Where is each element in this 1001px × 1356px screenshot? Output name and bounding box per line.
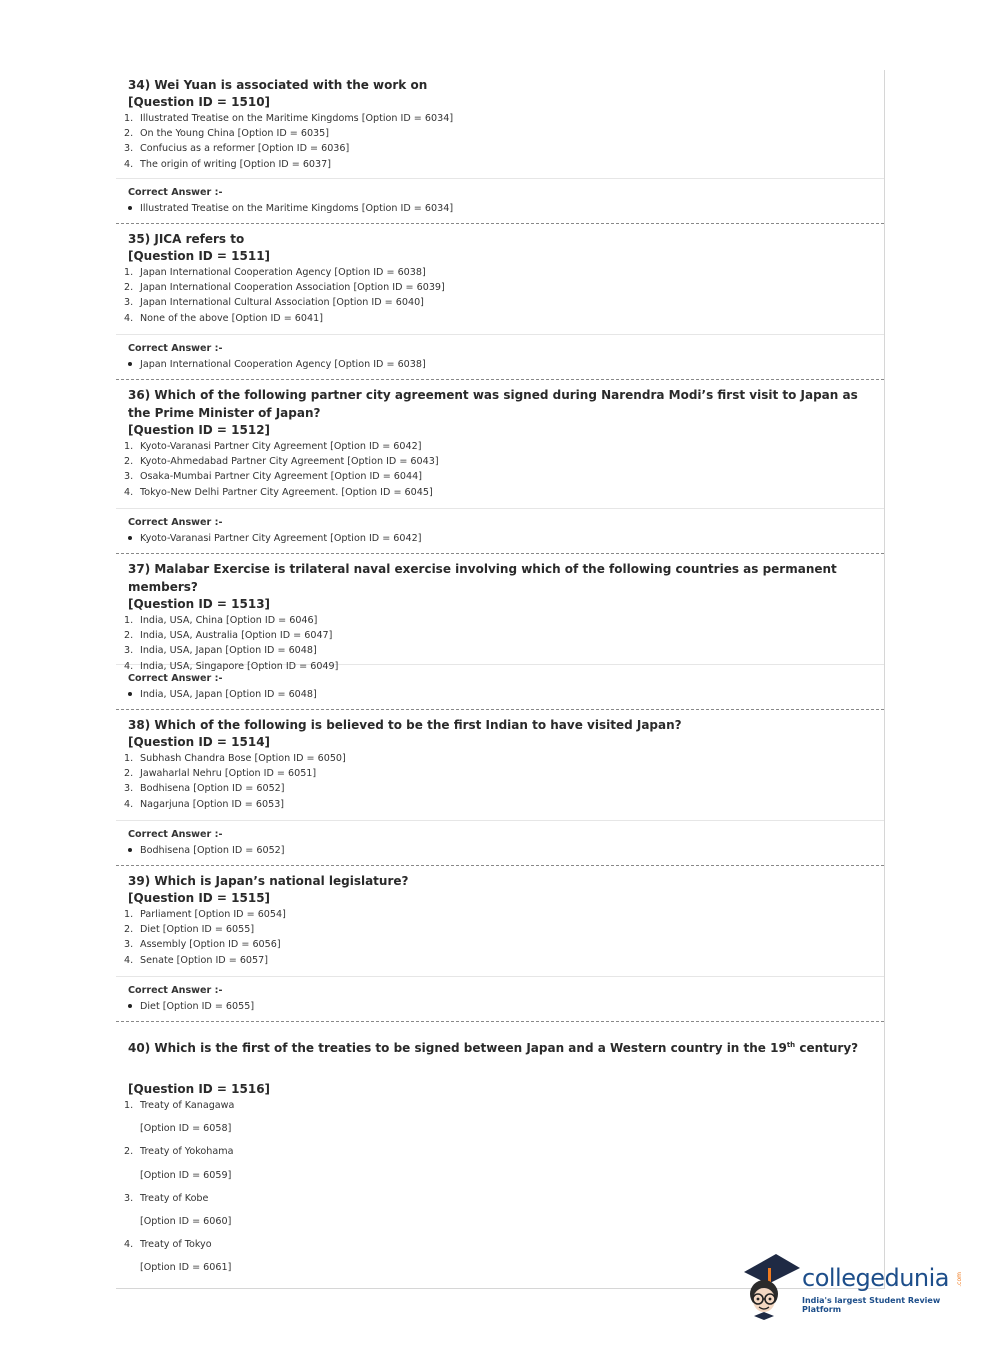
option-item: 3. India, USA, Japan [Option ID = 6048]	[124, 645, 317, 657]
question-title: 37) Malabar Exercise is trilateral naval exercise involving which of the following countries as permanent members?	[128, 562, 837, 594]
correct-answer: Diet [Option ID = 6055]	[128, 999, 884, 1015]
option-item: 3. Assembly [Option ID = 6056]	[124, 939, 281, 951]
correct-answer-label: Correct Answer :-	[128, 343, 223, 354]
logo-tagline: India's largest Student Review Platform	[802, 1296, 941, 1314]
question-sheet	[116, 70, 885, 1289]
question-title: 40) Which is the first of the treaties to be signed between Japan and a Western country in the 19th century?	[128, 1041, 859, 1055]
option-item: 1. Kyoto-Varanasi Partner City Agreement [Option ID = 6042]	[124, 441, 422, 452]
correct-answer-label: Correct Answer :-	[128, 673, 223, 684]
option-item: 3. Bodhisena [Option ID = 6052]	[124, 783, 285, 795]
option-item: 2. On the Young China [Option ID = 6035]	[124, 128, 330, 140]
question-block-39	[116, 866, 884, 1022]
question-block-37	[116, 554, 884, 710]
option-item: 4. Treaty of Tokyo [Option ID = 6061]	[124, 1239, 232, 1274]
option-item: 1. Japan International Cooperation Agency [Option ID = 6038]	[124, 267, 426, 278]
option-item: 3. Confucius as a reformer [Option ID = 6036]	[124, 143, 350, 155]
option-item: 2. Kyoto-Ahmedabad Partner City Agreement [Option ID = 6043]	[124, 456, 439, 468]
question-id: [Question ID = 1513]	[128, 597, 271, 611]
option-list	[116, 439, 884, 500]
option-list	[116, 1098, 884, 1276]
option-list	[116, 111, 884, 172]
correct-answer: Kyoto-Varanasi Partner City Agreement [Option ID = 6042]	[128, 531, 884, 547]
option-item: 4. Tokyo-New Delhi Partner City Agreement. [Option ID = 6045]	[124, 486, 433, 498]
option-item: 3. Treaty of Kobe [Option ID = 6060]	[124, 1192, 232, 1228]
question-id: [Question ID = 1512]	[128, 423, 271, 437]
question-block-35	[116, 224, 884, 380]
question-id: [Question ID = 1514]	[128, 735, 271, 749]
collegedunia-logo	[742, 1250, 970, 1322]
correct-answer: Japan International Cooperation Agency [Option ID = 6038]	[128, 357, 884, 373]
question-title: 36) Which of the following partner city agreement was signed during Narendra Modi’s first visit to Japan as the Prime Minister of Japan?	[128, 388, 858, 420]
option-item: 4. Senate [Option ID = 6057]	[124, 954, 268, 966]
question-title: 38) Which of the following is believed to be the first Indian to have visited Japan?	[128, 718, 682, 732]
logo-name: collegedunia	[802, 1264, 950, 1292]
logo-suffix: .com	[956, 1272, 963, 1287]
bullet-icon	[128, 848, 132, 852]
question-id: [Question ID = 1510]	[128, 95, 271, 109]
option-item: 2. Japan International Cooperation Association [Option ID = 6039]	[124, 282, 445, 294]
question-title: 39) Which is Japan’s national legislature?	[128, 874, 409, 888]
correct-answer-label: Correct Answer :-	[128, 517, 223, 528]
option-item: 2. India, USA, Australia [Option ID = 6047]	[124, 630, 333, 642]
option-item: 2. Diet [Option ID = 6055]	[124, 924, 255, 936]
correct-answer: India, USA, Japan [Option ID = 6048]	[128, 687, 884, 703]
option-item: 1. Treaty of Kanagawa [Option ID = 6058]	[124, 1100, 235, 1135]
mascot-icon	[742, 1250, 802, 1322]
correct-answer: Bodhisena [Option ID = 6052]	[128, 843, 884, 859]
correct-answer-label: Correct Answer :-	[128, 985, 223, 996]
correct-answer: Illustrated Treatise on the Maritime Kingdoms [Option ID = 6034]	[128, 201, 884, 217]
question-id: [Question ID = 1511]	[128, 249, 271, 263]
option-item: 4. India, USA, Singapore [Option ID = 6049]	[124, 660, 339, 672]
option-item: 4. The origin of writing [Option ID = 6037]	[124, 158, 331, 170]
bullet-icon	[128, 362, 132, 366]
question-block-34	[116, 70, 884, 224]
option-item: 1. India, USA, China [Option ID = 6046]	[124, 615, 318, 626]
option-list	[116, 265, 884, 326]
bullet-icon	[128, 692, 132, 696]
option-item: 3. Japan International Cultural Association [Option ID = 6040]	[124, 297, 424, 309]
option-item: 1. Subhash Chandra Bose [Option ID = 6050]	[124, 753, 346, 764]
correct-answer-label: Correct Answer :-	[128, 829, 223, 840]
question-id: [Question ID = 1516]	[128, 1082, 271, 1096]
bullet-icon	[128, 206, 132, 210]
option-list	[116, 751, 884, 812]
option-item: 2. Jawaharlal Nehru [Option ID = 6051]	[124, 768, 317, 780]
option-item: 2. Treaty of Yokohama [Option ID = 6059]	[124, 1146, 234, 1181]
question-block-38	[116, 710, 884, 866]
question-title: 35) JICA refers to	[128, 232, 245, 246]
option-item: 4. Nagarjuna [Option ID = 6053]	[124, 798, 285, 810]
option-list	[116, 907, 884, 968]
option-item: 1. Parliament [Option ID = 6054]	[124, 909, 286, 920]
bullet-icon	[128, 1004, 132, 1008]
option-item: 1. Illustrated Treatise on the Maritime Kingdoms [Option ID = 6034]	[124, 113, 454, 124]
option-item: 3. Osaka-Mumbai Partner City Agreement [Option ID = 6044]	[124, 471, 422, 483]
question-id: [Question ID = 1515]	[128, 891, 271, 905]
correct-answer-label: Correct Answer :-	[128, 187, 223, 198]
question-block-36	[116, 380, 884, 554]
question-title: 34) Wei Yuan is associated with the work on	[128, 78, 428, 92]
option-item: 4. None of the above [Option ID = 6041]	[124, 312, 323, 324]
bullet-icon	[128, 536, 132, 540]
